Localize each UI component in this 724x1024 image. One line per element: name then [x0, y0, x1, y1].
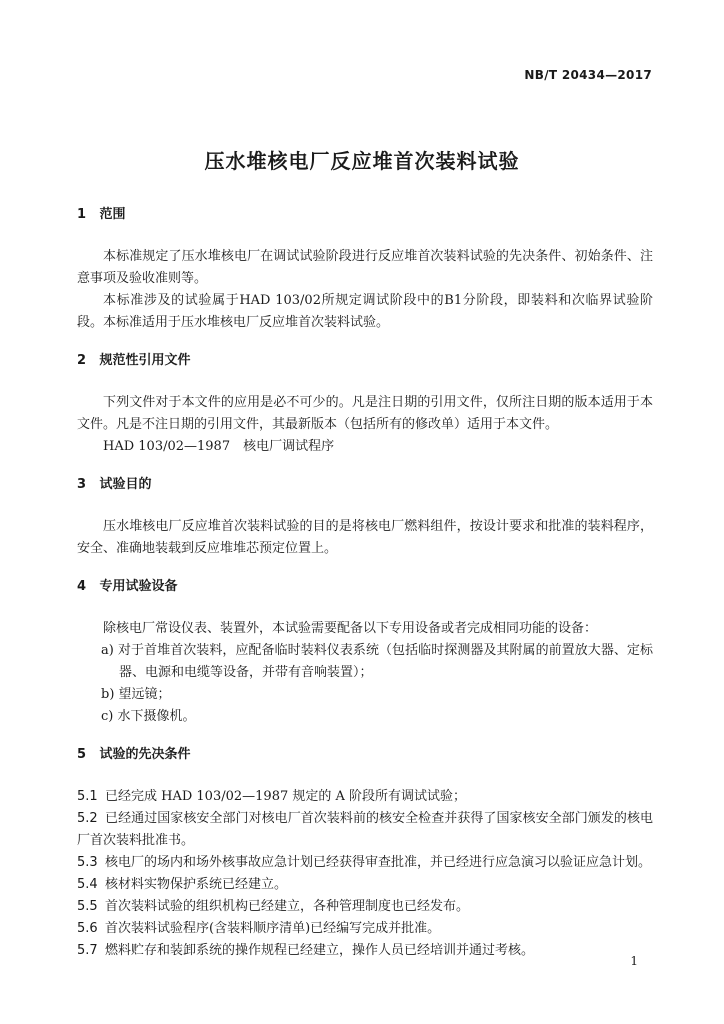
section-number: 4: [77, 579, 87, 594]
clause-text: 核材料实物保护系统已经建立。: [105, 877, 288, 892]
clause: [77, 940, 653, 962]
clause: [77, 852, 653, 874]
list-item: b) 望远镜；: [101, 687, 171, 702]
section-heading: [77, 350, 653, 372]
section-number: 1: [77, 207, 87, 222]
paragraph: 压水堆核电厂反应堆首次装料试验的目的是将核电厂燃料组件，按设计要求和批准的装料程序，安全、准确地装载到反应堆堆芯预定位置上。: [77, 519, 653, 556]
page-number: 1: [630, 954, 638, 968]
section-heading: [77, 576, 653, 598]
section-heading: [77, 204, 653, 226]
list-item: c) 水下摄像机。: [101, 709, 196, 724]
clause-number: 5.5: [77, 899, 98, 914]
section-title: 试验的先决条件: [99, 747, 191, 762]
clause-text: 燃料贮存和装卸系统的操作规程已经建立，操作人员已经培训并通过考核。: [105, 943, 535, 958]
clause: [77, 808, 653, 852]
clause: [77, 874, 653, 896]
clause-number: 5.6: [77, 921, 98, 936]
section-heading: [77, 744, 653, 766]
list-item: a) 对于首堆首次装料，应配备临时装料仪表系统（包括临时探测器及其附属的前置放大器、定标器、电源和电缆等设备，并带有音响装置）；: [101, 643, 653, 680]
document-title: 压水堆核电厂反应堆首次装料试验: [204, 149, 520, 173]
paragraph: 下列文件对于本文件的应用是必不可少的。凡是注日期的引用文件，仅所注日期的版本适用于本文件。凡是不注日期的引用文件，其最新版本（包括所有的修改单）适用于本文件。: [77, 395, 653, 432]
clause-text: 首次装料试验程序(含装料顺序清单)已经编写完成并批准。: [105, 921, 441, 936]
section-title: 范围: [99, 207, 126, 222]
clause-number: 5.4: [77, 877, 98, 892]
clause-number: 5.3: [77, 855, 98, 870]
clause: [77, 786, 653, 808]
section-number: 2: [77, 353, 87, 368]
clause-number: 5.7: [77, 943, 98, 958]
clause-text: 已经通过国家核安全部门对核电厂首次装料前的核安全检查并获得了国家核安全部门颁发的核电厂首次装料批准书。: [77, 811, 653, 848]
clause-text: 首次装料试验的组织机构已经建立，各种管理制度也已经发布。: [105, 899, 470, 914]
clause-text: 核电厂的场内和场外核事故应急计划已经获得审查批准，并已经进行应急演习以验证应急计划。: [105, 855, 652, 870]
clause-number: 5.2: [77, 811, 98, 826]
standard-number: NB/T 20434—2017: [524, 68, 652, 82]
paragraph: 本标准涉及的试验属于HAD 103/02所规定调试阶段中的B1分阶段，即装料和次临界试验阶段。本标准适用于压水堆核电厂反应堆首次装料试验。: [77, 293, 653, 330]
section-heading: [77, 474, 653, 496]
section-title: 规范性引用文件: [99, 353, 191, 368]
clause: [77, 918, 653, 940]
paragraph: 除核电厂常设仪表、装置外，本试验需要配备以下专用设备或者完成相同功能的设备：: [103, 621, 598, 636]
paragraph: 本标准规定了压水堆核电厂在调试试验阶段进行反应堆首次装料试验的先决条件、初始条件、注意事项及验收准则等。: [77, 249, 653, 286]
clause-number: 5.1: [77, 789, 98, 804]
section-number: 3: [77, 477, 87, 492]
clause-text: 已经完成 HAD 103/02—1987 规定的 A 阶段所有调试试验；: [105, 789, 467, 804]
section-number: 5: [77, 747, 87, 762]
section-title: 试验目的: [99, 477, 152, 492]
clause: [77, 896, 653, 918]
reference-item: HAD 103/02—1987 核电厂调试程序: [103, 439, 335, 454]
document-body: [77, 204, 653, 962]
section-title: 专用试验设备: [99, 579, 178, 594]
